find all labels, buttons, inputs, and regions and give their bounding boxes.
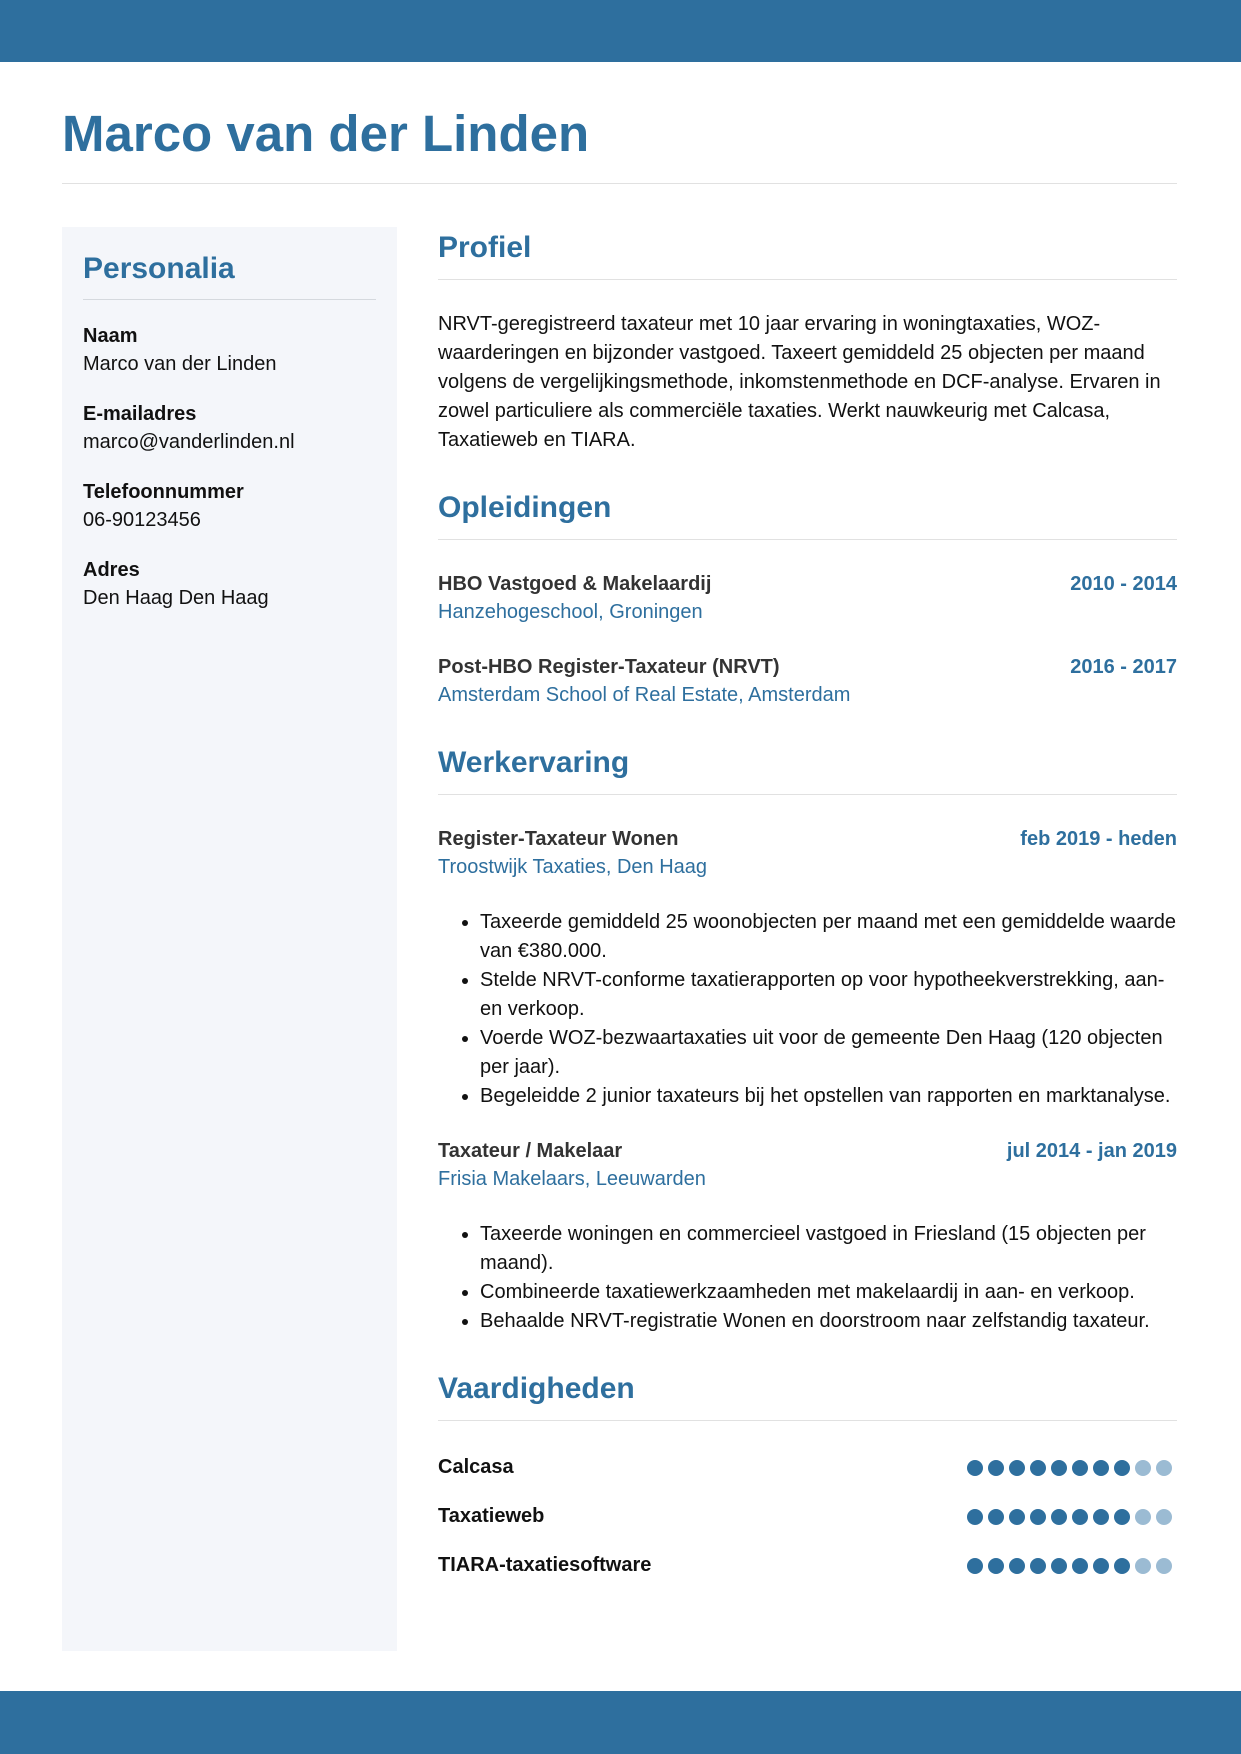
rating-dot-filled <box>1009 1558 1025 1574</box>
bullet-item: • Combineerde taxatiewerkzaamheden met makelaardij in aan- en verkoop. <box>480 1278 1177 1307</box>
section-title: Werkervaring <box>438 746 630 779</box>
main-content <box>438 227 1177 1590</box>
bullet-item: • Behaalde NRVT-registratie Wonen en doorstroom naar zelfstandig taxateur. <box>480 1307 1177 1336</box>
skill-rating <box>967 1460 1172 1476</box>
entry-institution: Hanzehogeschool, Groningen <box>438 601 703 623</box>
section-title: Profiel <box>438 231 532 264</box>
field-telefoon <box>83 478 397 534</box>
rating-dot-filled <box>1030 1509 1046 1525</box>
top-accent-bar <box>0 0 1241 62</box>
rating-dot-filled <box>1093 1558 1109 1574</box>
education-entry <box>438 653 1177 710</box>
rating-dot-empty <box>1156 1558 1172 1574</box>
rating-dot-empty <box>1135 1509 1151 1525</box>
field-value: 06-90123456 <box>83 509 201 531</box>
entry-title: Post-HBO Register-Taxateur (NRVT) <box>438 656 780 678</box>
skill-row <box>438 1541 1177 1590</box>
sidebar-divider <box>83 299 376 300</box>
skill-name: Calcasa <box>438 1456 514 1478</box>
skill-row <box>438 1443 1177 1492</box>
rating-dot-filled <box>1009 1509 1025 1525</box>
bullet-list <box>438 1220 1177 1336</box>
section-vaardigheden <box>438 1368 1177 1590</box>
field-value: Den Haag Den Haag <box>83 587 269 609</box>
rating-dot-filled <box>967 1509 983 1525</box>
rating-dot-filled <box>1030 1460 1046 1476</box>
skill-rating <box>967 1558 1172 1574</box>
rating-dot-filled <box>1051 1509 1067 1525</box>
rating-dot-filled <box>1051 1460 1067 1476</box>
entry-date: feb 2019 - heden <box>1020 828 1177 850</box>
rating-dot-filled <box>1093 1509 1109 1525</box>
entry-title: HBO Vastgoed & Makelaardij <box>438 573 712 595</box>
sidebar-personalia <box>62 227 397 1651</box>
bullet-item: • Voerde WOZ-bezwaartaxaties uit voor de gemeente Den Haag (120 objecten per jaar). <box>480 1024 1177 1082</box>
section-divider <box>438 539 1177 540</box>
rating-dot-filled <box>988 1460 1004 1476</box>
skill-row <box>438 1492 1177 1541</box>
section-divider <box>438 1420 1177 1421</box>
experience-entry <box>438 1137 1177 1336</box>
rating-dot-filled <box>1093 1460 1109 1476</box>
rating-dot-filled <box>1051 1558 1067 1574</box>
rating-dot-filled <box>988 1558 1004 1574</box>
entry-institution: Amsterdam School of Real Estate, Amsterdam <box>438 684 851 706</box>
rating-dot-empty <box>1156 1460 1172 1476</box>
sidebar-title: Personalia <box>83 252 235 285</box>
skill-name: TIARA-taxatiesoftware <box>438 1554 652 1576</box>
rating-dot-filled <box>1030 1558 1046 1574</box>
section-title: Vaardigheden <box>438 1372 635 1405</box>
rating-dot-filled <box>1072 1558 1088 1574</box>
field-label: Naam <box>83 325 138 347</box>
skill-name: Taxatieweb <box>438 1505 545 1527</box>
bullet-item: • Taxeerde woningen en commercieel vastgoed in Friesland (15 objecten per maand). <box>480 1220 1177 1278</box>
field-naam <box>83 322 397 378</box>
header-divider <box>62 183 1177 184</box>
bottom-accent-bar <box>0 1691 1241 1754</box>
rating-dot-filled <box>1114 1460 1130 1476</box>
bullet-list <box>438 908 1177 1111</box>
field-label: E-mailadres <box>83 403 197 425</box>
entry-title: Register-Taxateur Wonen <box>438 828 679 850</box>
field-value: marco@vanderlinden.nl <box>83 431 295 453</box>
page-title: Marco van der Linden <box>62 105 590 162</box>
rating-dot-filled <box>967 1558 983 1574</box>
experience-entry <box>438 825 1177 1111</box>
field-adres <box>83 556 397 612</box>
section-divider <box>438 279 1177 280</box>
rating-dot-filled <box>967 1460 983 1476</box>
section-divider <box>438 794 1177 795</box>
skills-list <box>438 1443 1177 1590</box>
bullet-item: • Taxeerde gemiddeld 25 woonobjecten per maand met een gemiddelde waarde van €380.000. <box>480 908 1177 966</box>
field-email <box>83 400 397 456</box>
rating-dot-empty <box>1135 1558 1151 1574</box>
skill-rating <box>967 1509 1172 1525</box>
entry-title: Taxateur / Makelaar <box>438 1140 623 1162</box>
rating-dot-filled <box>1072 1460 1088 1476</box>
education-entry <box>438 570 1177 627</box>
bullet-item: • Begeleidde 2 junior taxateurs bij het opstellen van rapporten en marktanalyse. <box>480 1082 1177 1111</box>
section-profiel <box>438 227 1177 455</box>
section-werkervaring <box>438 742 1177 1336</box>
field-value: Marco van der Linden <box>83 353 277 375</box>
rating-dot-filled <box>1009 1460 1025 1476</box>
field-label: Telefoonnummer <box>83 481 244 503</box>
rating-dot-filled <box>988 1509 1004 1525</box>
section-title: Opleidingen <box>438 491 612 524</box>
entry-date: jul 2014 - jan 2019 <box>1006 1140 1177 1162</box>
entry-date: 2010 - 2014 <box>1070 573 1177 595</box>
rating-dot-empty <box>1135 1460 1151 1476</box>
rating-dot-filled <box>1114 1509 1130 1525</box>
profile-text: NRVT-geregistreerd taxateur met 10 jaar ervaring in woningtaxaties, WOZ-waarderingen en bijzonder vastgoed. Taxeert gemiddeld 25 objecten per maand volgens de vergelijkingsmethode, inkomstenmethode en DCF-analyse. Ervaren in zowel particuliere als commerciële taxaties. Werkt nauwkeurig met Calcasa, Taxatieweb en TIARA. <box>438 313 1161 451</box>
section-opleidingen <box>438 487 1177 710</box>
bullet-item: • Stelde NRVT-conforme taxatierapporten op voor hypotheekverstrekking, aan- en verkoop. <box>480 966 1177 1024</box>
rating-dot-filled <box>1072 1509 1088 1525</box>
entry-employer: Frisia Makelaars, Leeuwarden <box>438 1168 706 1190</box>
field-label: Adres <box>83 559 140 581</box>
entry-employer: Troostwijk Taxaties, Den Haag <box>438 856 708 878</box>
entry-date: 2016 - 2017 <box>1070 656 1177 678</box>
rating-dot-empty <box>1156 1509 1172 1525</box>
rating-dot-filled <box>1114 1558 1130 1574</box>
